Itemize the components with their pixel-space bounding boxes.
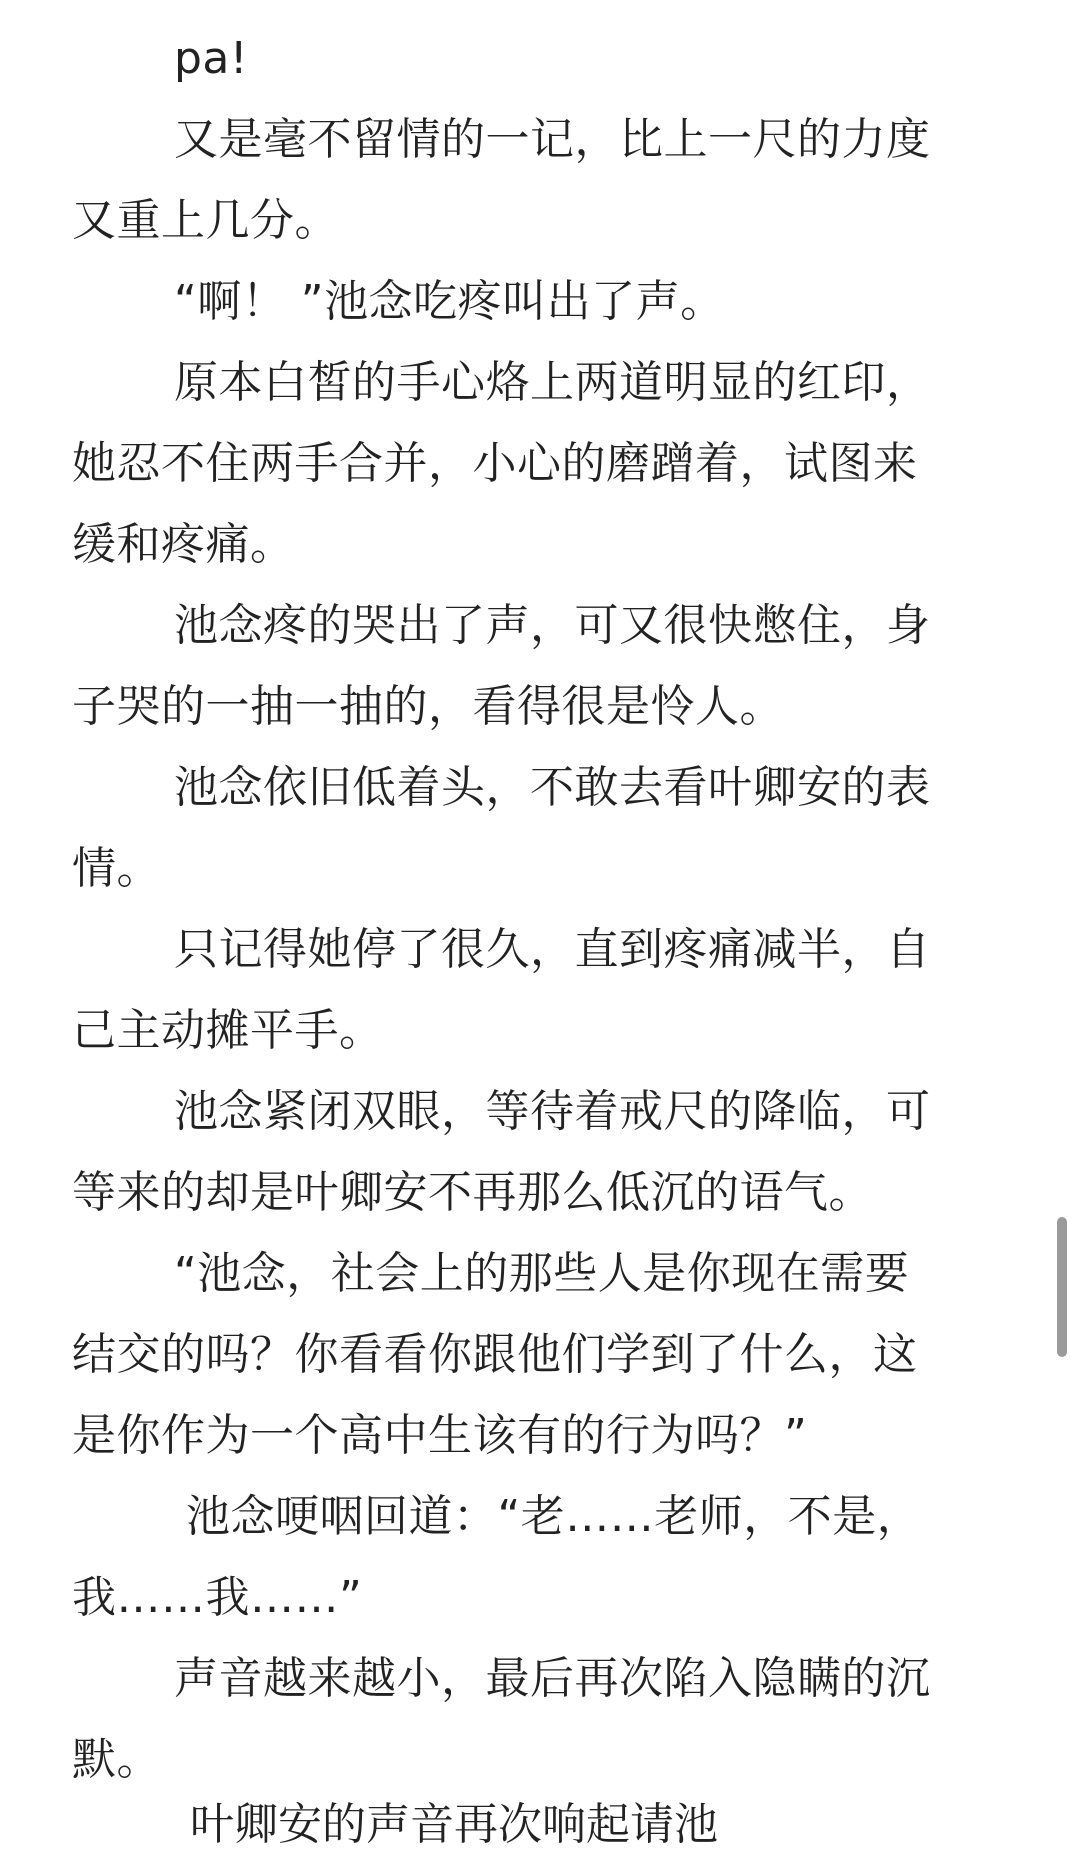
text-line: 等来的却是叶卿安不再那么低沉的语气。	[72, 1167, 873, 1218]
text-line: 又重上几分。	[72, 195, 339, 246]
text-line: 缓和疼痛。	[72, 519, 295, 570]
text-line: pa!	[174, 33, 249, 84]
text-line: 声音越来越小，最后再次陷入隐瞒的沉	[174, 1653, 931, 1704]
text-line: “池念，社会上的那些人是你现在需要	[174, 1248, 910, 1299]
text-line: “啊！ ”池念吃疼叫出了声。	[174, 276, 725, 327]
text-line: 只记得她停了很久，直到疼痛减半，自	[174, 924, 931, 975]
text-line: 她忍不住两手合并，小心的磨蹭着，试图来	[72, 438, 918, 489]
text-line: 池念依旧低着头，不敢去看叶卿安的表	[174, 762, 931, 813]
scrollbar-thumb[interactable]	[1057, 1217, 1067, 1357]
text-line: 己主动摊平手。	[72, 1005, 384, 1056]
text-line: 池念紧闭双眼，等待着戒尺的降临，可	[174, 1086, 931, 1137]
text-line: 又是毫不留情的一记，比上一尺的力度	[174, 114, 931, 165]
text-line: 我……我……”	[72, 1572, 363, 1623]
text-line: 是你作为一个高中生该有的行为吗？”	[72, 1410, 808, 1461]
text-line: 结交的吗？你看看你跟他们学到了什么，这	[72, 1329, 918, 1380]
text-line: 情。	[72, 843, 161, 894]
text-line: 默。	[72, 1734, 161, 1785]
text-line: 池念哽咽回道：“老……老师，不是，	[186, 1491, 922, 1542]
cut-off-text-line: 叶卿安的声音再次响起请池	[190, 1799, 718, 1850]
story-text	[0, 18, 1000, 1800]
text-line: 原本白皙的手心烙上两道明显的红印，	[174, 357, 931, 408]
text-line: 子哭的一抽一抽的，看得很是怜人。	[72, 681, 784, 732]
scrollbar[interactable]	[1050, 0, 1080, 1815]
text-line: 池念疼的哭出了声，可又很快憋住，身	[174, 600, 931, 651]
